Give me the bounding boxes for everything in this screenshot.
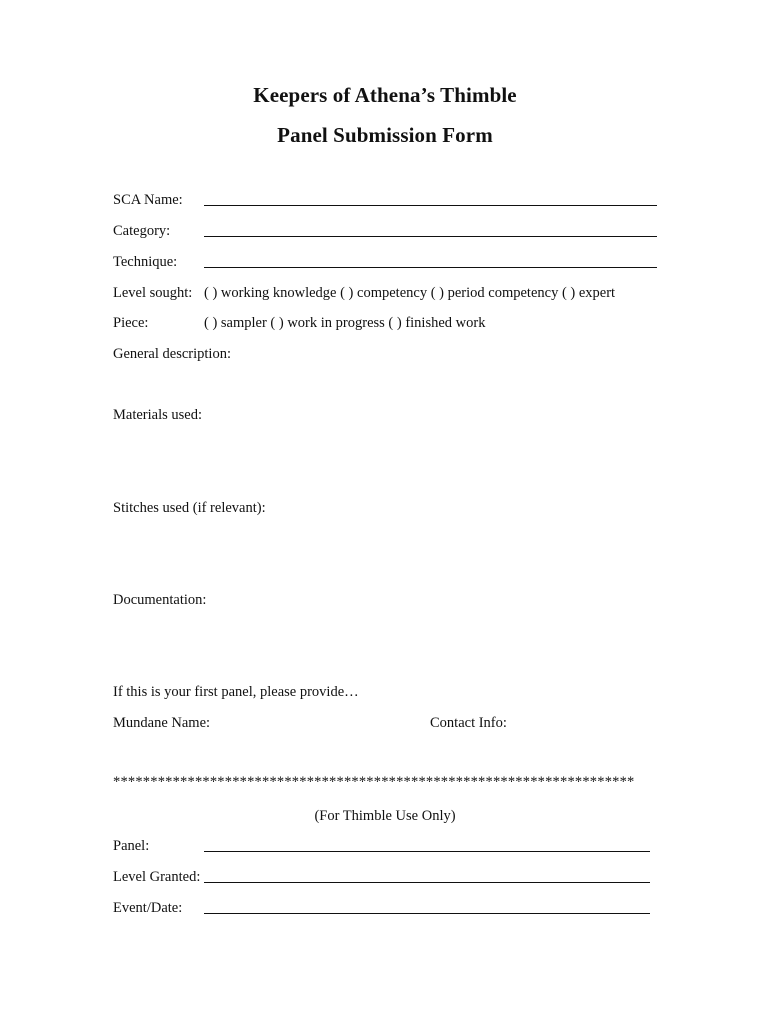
- level-sought-options[interactable]: ( ) working knowledge ( ) competency ( ) period competency ( ) expert: [204, 285, 616, 301]
- level-sought-label: Level sought:: [113, 285, 193, 301]
- first-panel-prompt: If this is your first panel, please provide…: [113, 684, 359, 700]
- general-description-label: General description:: [113, 346, 231, 362]
- sca-name-label: SCA Name:: [113, 192, 183, 208]
- level-granted-field[interactable]: [204, 882, 650, 883]
- stitches-used-label: Stitches used (if relevant):: [113, 500, 266, 516]
- panel-field[interactable]: [204, 851, 650, 852]
- technique-label: Technique:: [113, 254, 178, 270]
- separator-line: **********************************************************************: [113, 774, 635, 790]
- form-subtitle: Panel Submission Form: [277, 123, 493, 147]
- form-title: Keepers of Athena’s Thimble: [253, 83, 517, 107]
- technique-field[interactable]: [204, 267, 657, 268]
- category-label: Category:: [113, 223, 171, 239]
- office-use-heading: (For Thimble Use Only): [314, 808, 456, 824]
- sca-name-field[interactable]: [204, 205, 657, 206]
- event-date-label: Event/Date:: [113, 900, 183, 916]
- category-field[interactable]: [204, 236, 657, 237]
- level-granted-label: Level Granted:: [113, 869, 201, 885]
- event-date-field[interactable]: [204, 913, 650, 914]
- materials-used-label: Materials used:: [113, 407, 202, 423]
- mundane-name-label: Mundane Name:: [113, 715, 211, 731]
- panel-label: Panel:: [113, 838, 150, 854]
- piece-options[interactable]: ( ) sampler ( ) work in progress ( ) finished work: [204, 315, 486, 331]
- documentation-label: Documentation:: [113, 592, 207, 608]
- piece-label: Piece:: [113, 315, 149, 331]
- contact-info-label: Contact Info:: [430, 715, 507, 731]
